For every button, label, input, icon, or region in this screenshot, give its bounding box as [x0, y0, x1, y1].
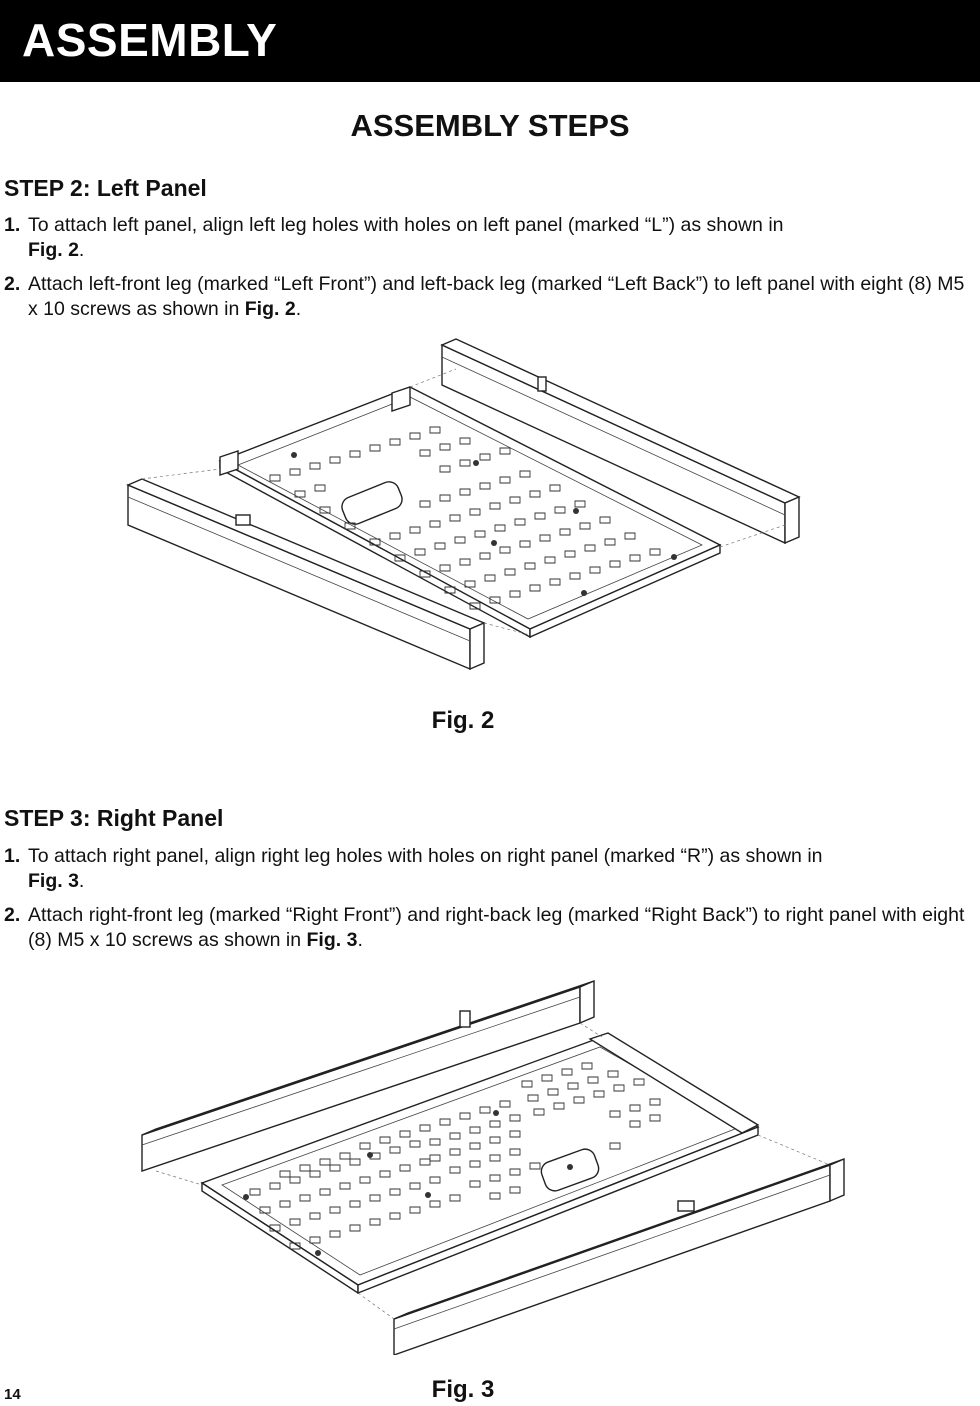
item-number: 1. — [4, 845, 21, 867]
item-end: . — [357, 928, 363, 951]
item-number: 2. — [4, 273, 21, 295]
fig-2-caption: Fig. 2 — [431, 707, 495, 734]
figure-reference: Fig. 3 — [306, 928, 358, 951]
step-2-item-1 — [4, 213, 972, 262]
figure-reference: Fig. 2 — [244, 297, 296, 320]
page-number: 14 — [4, 1386, 21, 1403]
item-text: To attach right panel, align right leg holes with holes on right panel (marked “R”) as shown in — [28, 845, 823, 867]
section-header-bar — [0, 0, 980, 82]
item-text: Attach right-front leg (marked “Right Front”) and right-back leg (marked “Right Back”) to right panel with eight (8) M5 x 10 screws as shown in — [28, 904, 965, 951]
step-3-item-1 — [4, 844, 972, 893]
step-2-item-2 — [4, 272, 972, 321]
figure-reference: Fig. 2 — [28, 238, 79, 261]
item-number: 2. — [4, 904, 21, 926]
step-3-instructions — [4, 844, 972, 962]
figure-reference: Fig. 3 — [28, 869, 79, 892]
page-title: ASSEMBLY STEPS — [350, 108, 630, 143]
step-2-title: STEP 2: Left Panel — [4, 175, 207, 201]
item-number: 1. — [4, 214, 21, 236]
item-text: Attach left-front leg (marked “Left Front”) and left-back leg (marked “Left Back”) to left panel with eight (8) M5 x 10 screws as shown in — [28, 273, 965, 320]
item-end: . — [295, 297, 302, 320]
left-panel — [220, 387, 720, 637]
section-header-title: ASSEMBLY — [22, 14, 278, 66]
step-2-instructions — [4, 213, 972, 331]
fig-3-caption: Fig. 3 — [431, 1376, 495, 1403]
item-end: . — [78, 869, 85, 892]
step-3-title: STEP 3: Right Panel — [4, 805, 224, 831]
item-text: To attach left panel, align left leg holes with holes on left panel (marked “L”) as shown in — [28, 214, 784, 236]
fig-2-illustration — [120, 335, 810, 680]
step-3-item-2 — [4, 903, 972, 952]
item-end: . — [78, 238, 85, 261]
fig-3-illustration — [130, 975, 855, 1355]
